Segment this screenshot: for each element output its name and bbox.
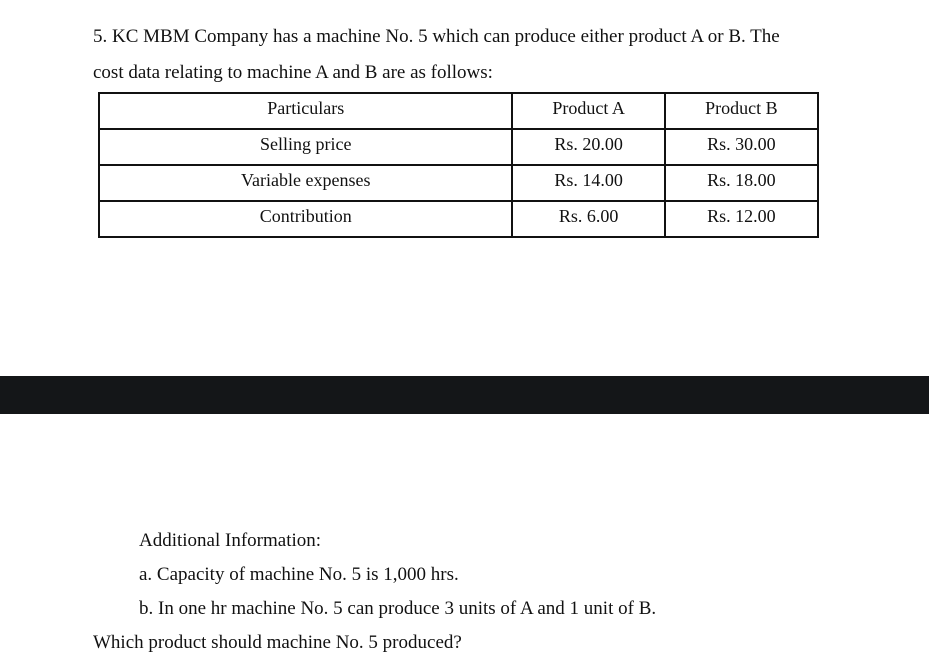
additional-heading: Additional Information: [139,530,322,551]
cell-product-a: Rs. 20.00 [512,129,664,165]
table-row [99,129,818,165]
final-question: Which product should machine No. 5 produced? [93,632,462,653]
header-particulars: Particulars [99,93,512,129]
cell-particular: Selling price [99,129,512,165]
cell-product-a: Rs. 14.00 [512,165,664,201]
cell-product-b: Rs. 30.00 [665,129,818,165]
question-line-2: cost data relating to machine A and B are as follows: [93,62,493,83]
question-text [93,19,841,91]
additional-item-a: a. Capacity of machine No. 5 is 1,000 hrs. [139,564,459,585]
header-product-a: Product A [512,93,664,129]
table-row [99,165,818,201]
cell-particular: Contribution [99,201,512,237]
redaction-band [0,376,929,414]
table-row [99,201,818,237]
cell-product-b: Rs. 12.00 [665,201,818,237]
header-product-b: Product B [665,93,818,129]
additional-item-b: b. In one hr machine No. 5 can produce 3 units of A and 1 unit of B. [139,598,657,619]
cell-particular: Variable expenses [99,165,512,201]
cell-product-a: Rs. 6.00 [512,201,664,237]
table-header-row [99,93,818,129]
cost-data-table [98,92,819,238]
cell-product-b: Rs. 18.00 [665,165,818,201]
question-line-1: 5. KC MBM Company has a machine No. 5 which can produce either product A or B. The [93,26,780,47]
